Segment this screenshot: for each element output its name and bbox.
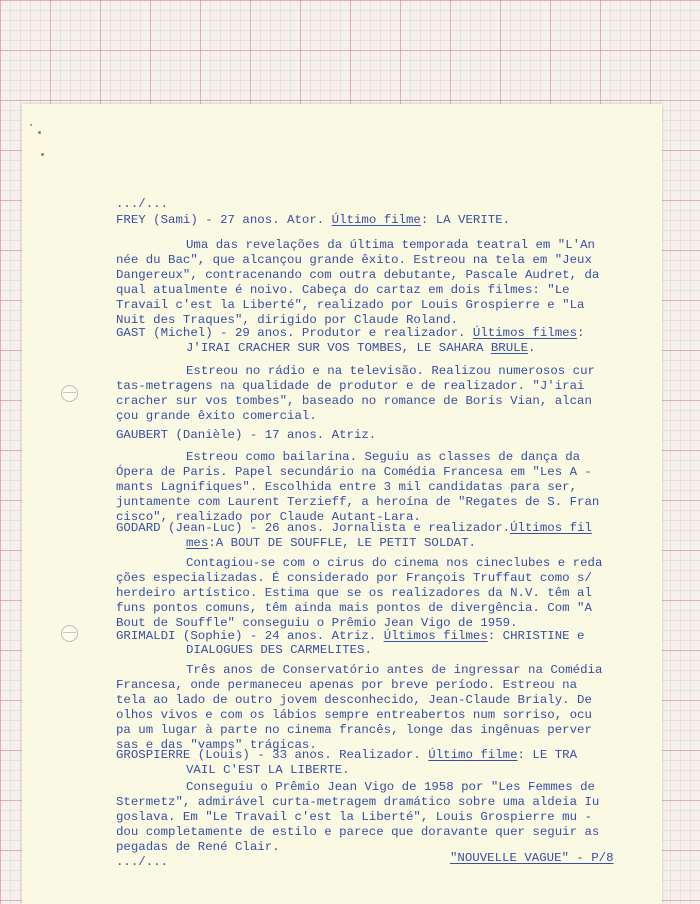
text-line xyxy=(186,663,602,677)
text-line xyxy=(116,571,592,585)
underlined-text: Últimos filmes xyxy=(472,326,578,340)
line-text: née du Bac", que alcançou grande êxito. Estreou na tela em "Jeux xyxy=(116,253,592,267)
text-line xyxy=(186,556,602,570)
underlined-text: Último filme xyxy=(428,748,518,762)
paper-spot xyxy=(41,153,44,156)
text-line xyxy=(186,341,535,355)
line-text: cisco", realizado por Claude Autant-Lara. xyxy=(116,510,421,524)
text-line xyxy=(116,586,592,600)
line-text-rest: : CHRISTINE e xyxy=(487,629,585,643)
line-text: tela ao lado de outro jovem desconhecido, Jean-Claude Brialy. De xyxy=(116,693,592,707)
text-line xyxy=(116,825,599,839)
line-text: Estreou no rádio e na televisão. Realizou numerosos cur xyxy=(186,364,595,378)
text-line xyxy=(116,723,592,737)
text-line xyxy=(116,480,577,494)
text-line xyxy=(116,678,577,692)
line-text: Três anos de Conservatório antes de ingressar na Comédia xyxy=(186,663,603,677)
underlined-text: Últimos fil xyxy=(510,521,592,535)
line-text: tas-metragens na qualidade de produtor e de realizador. "J'irai xyxy=(116,379,585,393)
text-line xyxy=(116,616,518,630)
text-line xyxy=(116,840,280,854)
line-text: çou grande êxito comercial. xyxy=(116,409,317,423)
line-text: Conseguiu o Prêmio Jean Vigo de 1958 por "Les Femmes de xyxy=(186,780,595,794)
text-line xyxy=(116,601,592,615)
text-line xyxy=(116,379,584,393)
text-line xyxy=(116,495,599,509)
line-text: GROSPIERRE (Louis) - 33 anos. Realizador. xyxy=(116,748,429,762)
text-line xyxy=(186,238,595,252)
line-text-rest: : LE TRA xyxy=(517,748,578,762)
punch-hole-icon xyxy=(61,625,78,642)
text-line xyxy=(116,268,599,282)
line-text: J'IRAI CRACHER SUR VOS TOMBES, LE SAHARA xyxy=(186,341,491,355)
text-line xyxy=(116,394,592,408)
line-text: GAST (Michel) - 29 anos. Produtor e realizador. xyxy=(116,326,473,340)
text-line xyxy=(116,253,592,267)
line-text: juntamente com Laurent Terzieff, a heroína de "Regates de S. Fran xyxy=(116,495,600,509)
punch-hole-icon xyxy=(61,385,78,402)
text-line xyxy=(186,364,595,378)
line-text: sas e das "vamps" trágicas. xyxy=(116,738,317,752)
text-line xyxy=(186,780,595,794)
line-text: Dangereux", contracenando com outra debutante, Pascale Audret, da xyxy=(116,268,600,282)
line-text: Contagiou-se com o cirus do cinema nos cineclubes e reda xyxy=(186,556,603,570)
line-text: Francesa, onde permaneceu apenas por breve período. Estreou na xyxy=(116,678,578,692)
line-text: olhos vivos e com os lábios sempre entreabertos num sorriso, ocu xyxy=(116,708,592,722)
text-line xyxy=(186,643,372,657)
line-text: FREY (Sami) - 27 anos. Ator. xyxy=(116,213,332,227)
text-line xyxy=(186,763,350,777)
line-text: cracher sur vos tombes", baseado no romance de Boris Vian, alcan xyxy=(116,394,592,408)
line-text: GRIMALDI (Sophie) - 24 anos. Atriz. xyxy=(116,629,384,643)
underlined-text: mes xyxy=(186,536,209,550)
text-line xyxy=(116,693,592,707)
line-text: dou completamente de estilo e parece que doravante quer seguir as xyxy=(116,825,600,839)
text-line xyxy=(116,326,584,340)
line-text: ções especializadas. É considerado por François Truffaut como s/ xyxy=(116,571,592,585)
line-text: herdeiro artístico. Estima que se os realizadores da N.V. têm al xyxy=(116,586,592,600)
line-text: funs pontos comuns, têm ainda mais pontos de divergência. Com "A xyxy=(116,601,592,615)
text-line xyxy=(116,795,599,809)
text-line xyxy=(186,450,580,464)
line-text: Uma das revelações da última temporada teatral em "L'An xyxy=(186,238,595,252)
text-line xyxy=(116,521,592,535)
line-text: Estreou como bailarina. Seguiu as classes de dança da xyxy=(186,450,581,464)
text-line xyxy=(116,428,376,442)
text-line xyxy=(116,629,584,643)
line-text-rest: : xyxy=(577,326,585,340)
line-text: Nuit des Traques", dirigido por Claude Roland. xyxy=(116,313,459,327)
line-text: VAIL C'EST LA LIBERTE. xyxy=(186,763,350,777)
text-line xyxy=(116,465,592,479)
line-text: mants Lagnifiques". Escolhida entre 3 mil candidatas para ser, xyxy=(116,480,578,494)
line-text: DIALOGUES DES CARMELITES. xyxy=(186,643,372,657)
text-line xyxy=(116,313,458,327)
line-text: Bout de Souffle" conseguiu o Prêmio Jean Vigo de 1959. xyxy=(116,616,518,630)
line-text: Ópera de Paris. Papel secundário na Comédia Francesa em "Les A - xyxy=(116,465,592,479)
text-line xyxy=(116,213,510,227)
line-text-rest: . xyxy=(528,341,536,355)
text-line xyxy=(116,748,577,762)
line-text: pegadas de René Clair. xyxy=(116,840,280,854)
text-line xyxy=(116,409,317,423)
continuation-mark-top: .../... xyxy=(116,197,169,211)
line-text: pa um lugar à parte no cinema francês, longe das ingênuas perver xyxy=(116,723,592,737)
underlined-text: BRULE xyxy=(490,341,529,355)
line-text-rest: :A BOUT DE SOUFFLE, LE PETIT SOLDAT. xyxy=(208,536,476,550)
underlined-text: Últimos filmes xyxy=(383,629,488,643)
line-text: GAUBERT (Danièle) - 17 anos. Atriz. xyxy=(116,428,377,442)
line-text: Travail c'est la Liberté", realizado por Louis Grospierre e "La xyxy=(116,298,585,312)
text-line xyxy=(186,536,476,550)
line-text: goslava. Em "Le Travail c'est la Liberté", Louis Grospierre mu - xyxy=(116,810,592,824)
continuation-mark-bottom: .../... xyxy=(116,855,169,869)
text-line xyxy=(116,298,584,312)
paper-spot xyxy=(30,124,32,126)
line-text-rest: : LA VERITE. xyxy=(420,213,511,227)
text-line xyxy=(116,708,592,722)
line-text: Stermetz", admirável curta-metragem dramático sobre uma aldeia Iu xyxy=(116,795,600,809)
underlined-text: Último filme xyxy=(331,213,421,227)
line-text: qual atualmente é noivo. Cabeça do cartaz em dois filmes: "Le xyxy=(116,283,570,297)
footer-label: "NOUVELLE VAGUE" - P/8 xyxy=(450,851,614,865)
line-text: GODARD (Jean-Luc) - 26 anos. Jornalista e realizador. xyxy=(116,521,511,535)
text-line xyxy=(116,810,592,824)
text-line xyxy=(116,283,570,297)
paper-spot xyxy=(38,131,41,134)
